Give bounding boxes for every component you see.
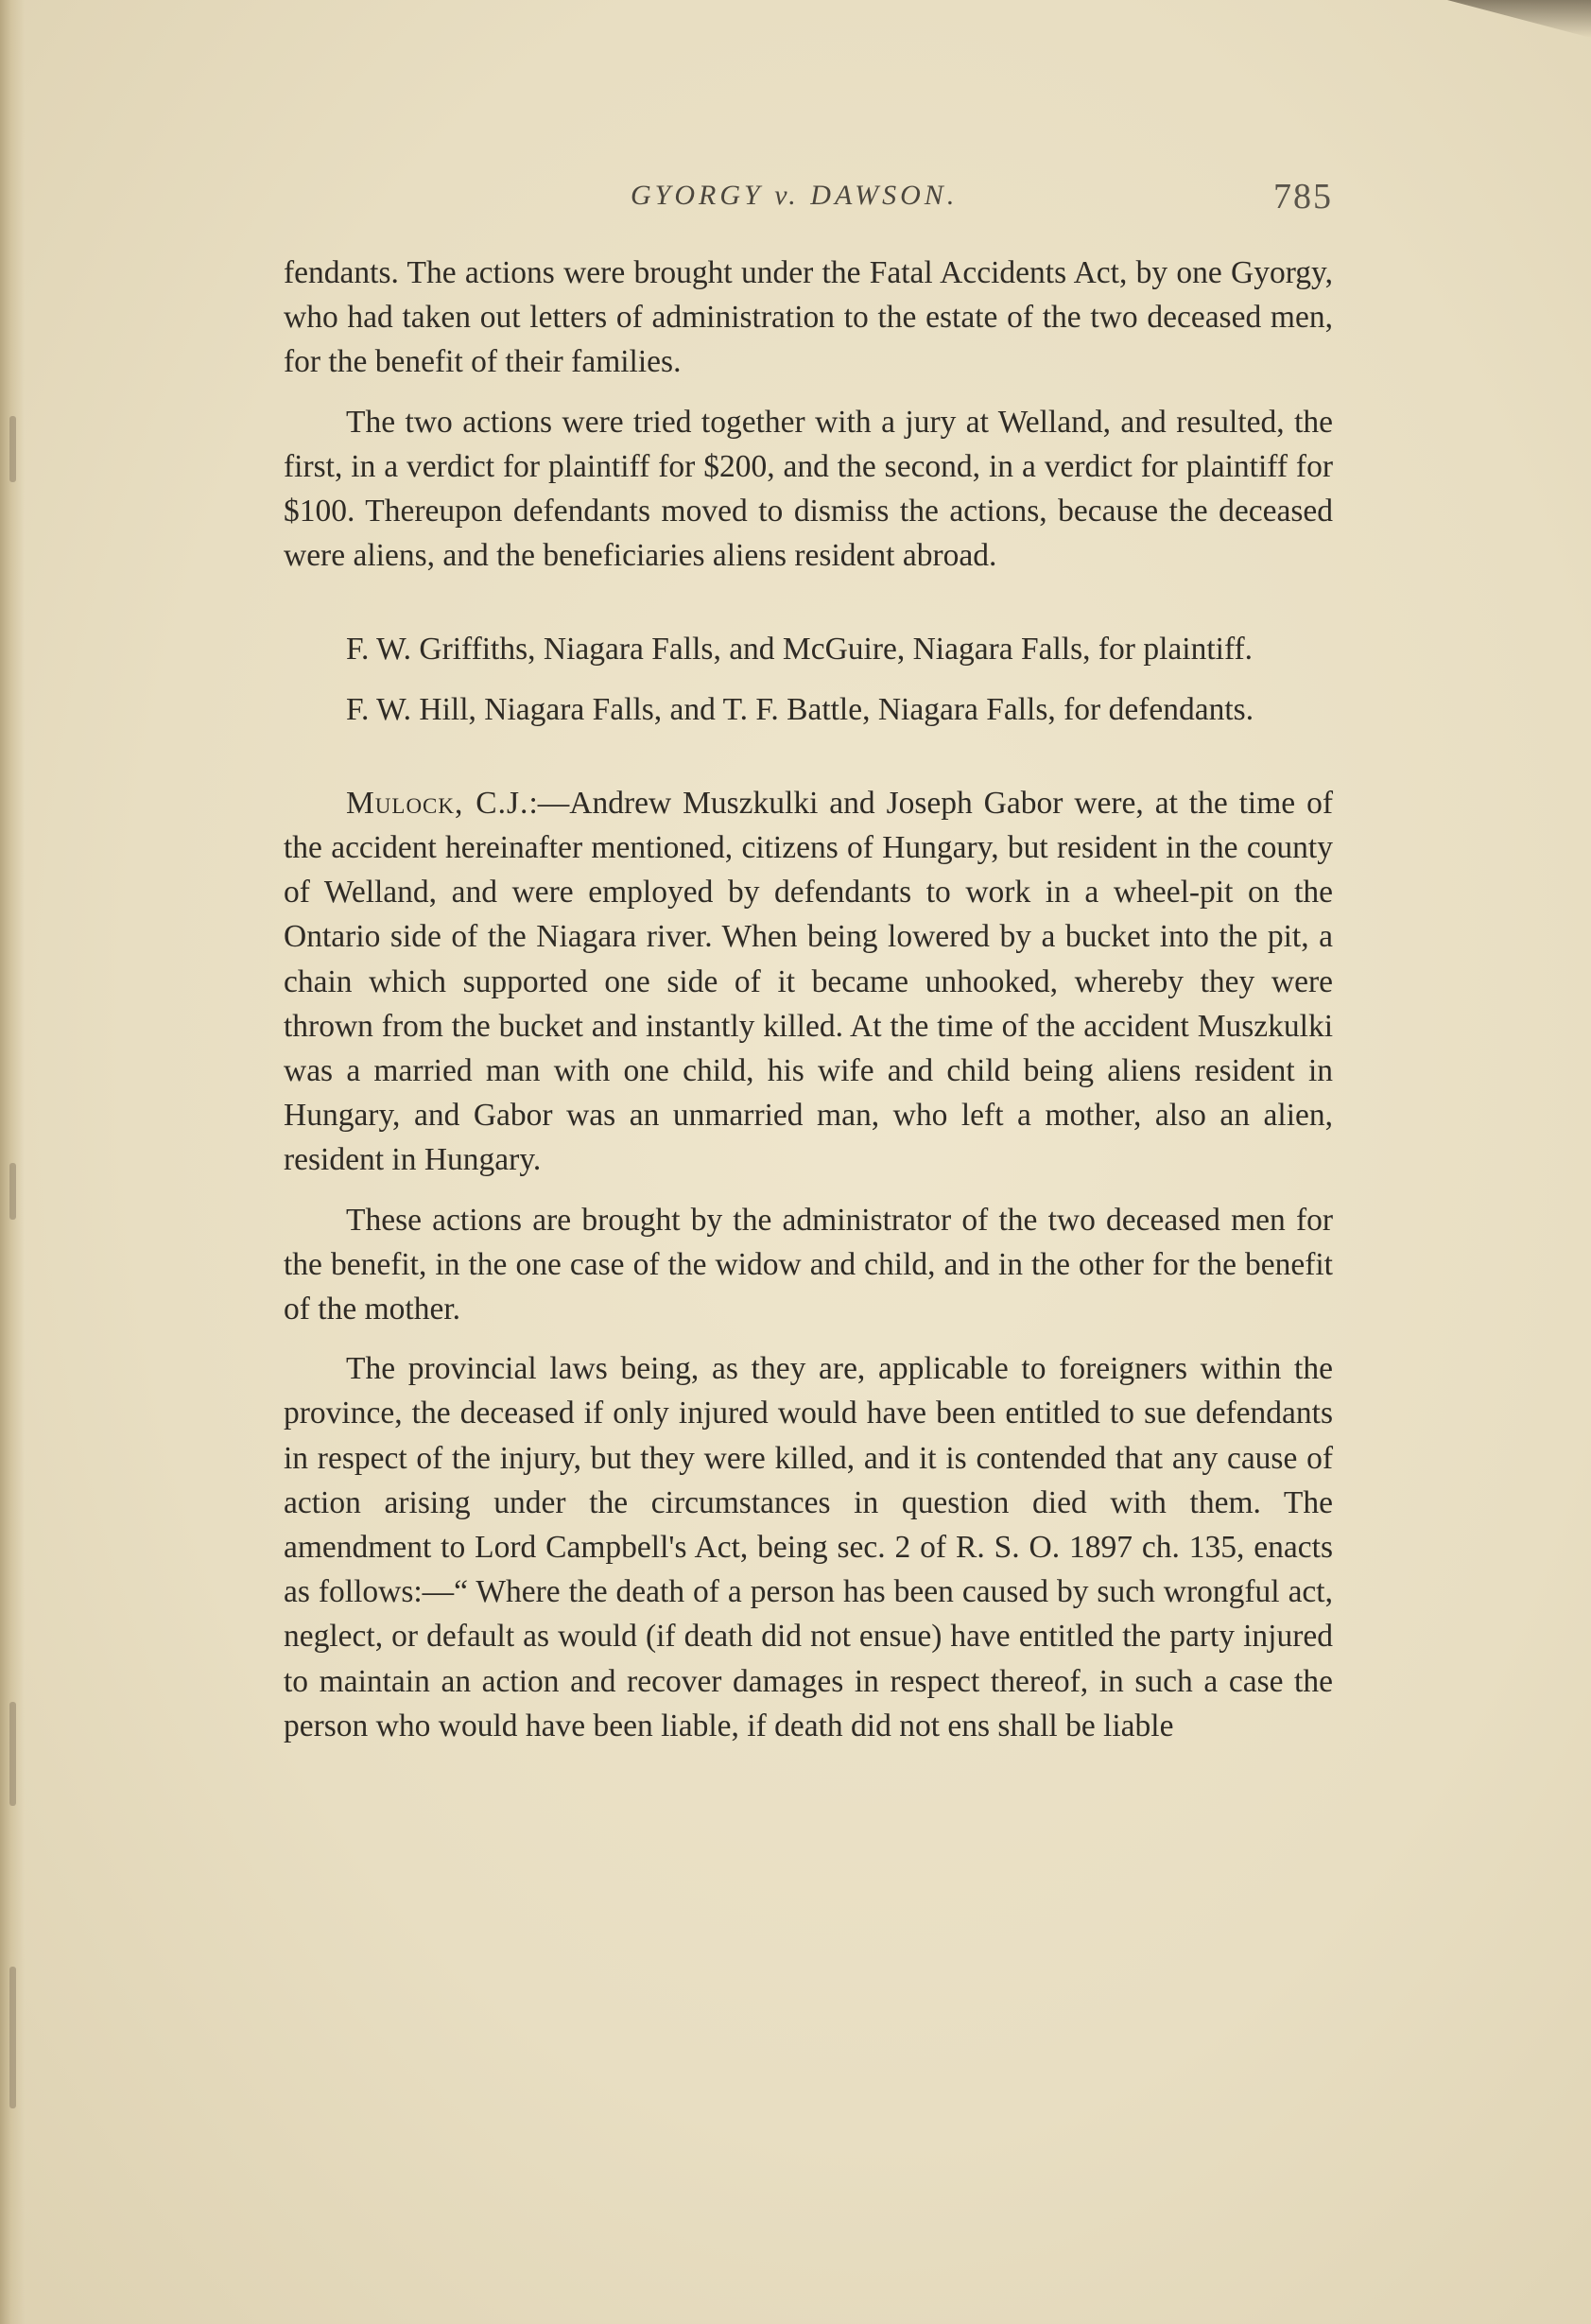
body-text <box>284 251 1333 1748</box>
edge-mark <box>9 1967 16 2108</box>
counsel-plaintiff: F. W. Griffiths, Niagara Falls, and McGuire, Niagara Falls, for plaintiff. <box>346 632 1254 668</box>
judgment-opening <box>284 781 1333 1183</box>
judge-name: Mulock, C.J. <box>346 785 529 821</box>
counsel-defendants: F. W. Hill, Niagara Falls, and T. F. Battle, Niagara Falls, for defendants. <box>346 691 1254 727</box>
paragraph-trial: The two actions were tried together with a jury at Welland, and resulted, the first, in a verdict for plaintiff for $200, and the second, in a verdict for plaintiff for $100. Thereupon defendants moved to dismiss the actions, because the deceased were aliens, and the beneficiaries aliens resident abroad. <box>284 404 1333 574</box>
edge-mark <box>9 416 16 482</box>
page-number: 785 <box>1273 177 1333 217</box>
judgment-text: :—Andrew Muszkulki and Joseph Gabor were, at the time of the accident hereinafter mentioned, citizens of Hungary, but resident in the county of Welland, and were employed by defendants to work in a wheel-pit on the Ontario side of the Niagara river. When being lowered by a bucket into the pit, a chain which supported one side of it became unhooked, whereby they were thrown from the bucket and instantly killed. At the time of the accident Muszkulki was a married man with one child, his wife and child being aliens resident in Hungary, and Gabor was an unmarried man, who left a mother, also an alien, resident in Hungary. <box>284 785 1333 1178</box>
running-head <box>284 172 1333 229</box>
paragraph-continuation: fendants. The actions were brought under the Fatal Accidents Act, by one Gyorgy, who had taken out letters of administration to the estate of the two deceased men, for the benefit of their families. <box>284 255 1333 380</box>
paragraph-provincial-laws: The provincial laws being, as they are, applicable to foreigners within the province, the deceased if only injured would have been entitled to sue defendants in respect of the injury, but they were killed, and it is contended that any cause of action arising under the circumstances in question died with them. The amendment to Lord Campbell's Act, being sec. 2 of R. S. O. 1897 ch. 135, enacts as follows:—“ Where the death of a person has been caused by such wrongful act, neglect, or default as would (if death did not ensue) have entitled the party injured to maintain an action and recover damages in respect thereof, in such a case the person who would have been liable, if death did not ens shall be liable <box>284 1351 1333 1743</box>
running-title: GYORGY v. DAWSON. <box>631 180 959 211</box>
page-corner-shadow <box>1232 0 1591 38</box>
paragraph-administrator: These actions are brought by the administrator of the two deceased men for the benefit, in the one case of the widow and child, and in the other for the benefit of the mother. <box>284 1202 1333 1327</box>
edge-mark <box>9 1702 16 1806</box>
edge-mark <box>9 1163 16 1220</box>
